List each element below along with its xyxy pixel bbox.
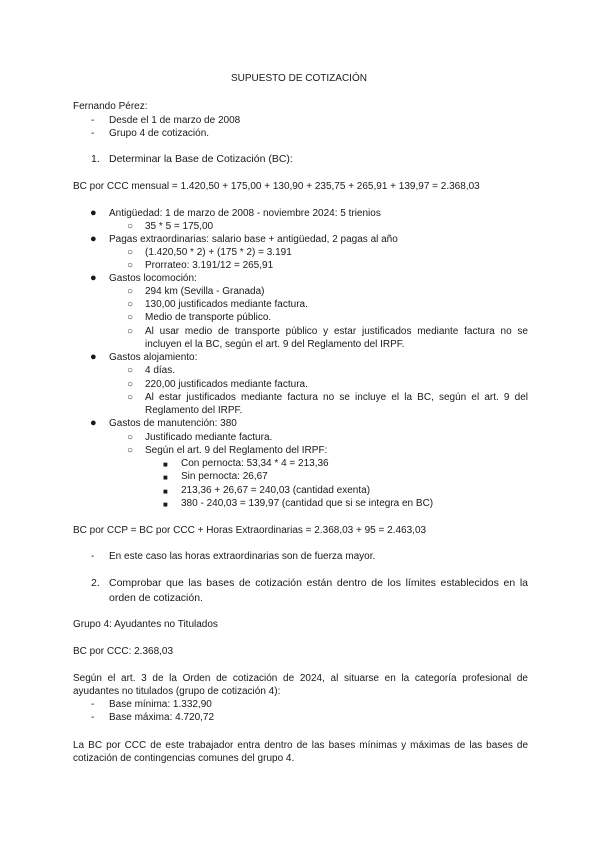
alojamiento-note-line-2: Reglamento del IRPF. xyxy=(145,405,243,416)
bullet-marker: ● xyxy=(90,417,97,429)
locomocion-justified: 130,00 justificados mediante factura. xyxy=(145,299,308,310)
bullet-marker: ● xyxy=(90,233,97,245)
circle-marker: ○ xyxy=(127,260,134,271)
locomocion-transport: Medio de transporte público. xyxy=(145,312,272,323)
circle-marker: ○ xyxy=(127,392,134,403)
square-marker: ■ xyxy=(163,460,168,469)
bullet-marker: ● xyxy=(90,351,97,363)
locomocion-label: Gastos locomoción: xyxy=(109,273,197,284)
circle-marker: ○ xyxy=(127,312,134,323)
manutencion-sin-pernocta: Sin pernocta: 26,67 xyxy=(181,471,268,482)
dash-marker: - xyxy=(91,712,95,723)
circle-marker: ○ xyxy=(127,247,134,258)
manutencion-label: Gastos de manutención: 380 xyxy=(109,418,237,429)
dash-marker: - xyxy=(91,551,95,562)
order-text-line-2: ayudantes no titulados (grupo de cotización 4): xyxy=(73,686,281,697)
antiguedad-label: Antigüedad: 1 de marzo de 2008 - noviembre 2024: 5 trienios xyxy=(109,208,381,219)
bc-ccp-formula: BC por CCP = BC por CCC + Horas Extraordinarias = 2.368,03 + 95 = 2.463,03 xyxy=(73,525,427,536)
overtime-note: En este caso las horas extraordinarias son de fuerza mayor. xyxy=(109,551,376,562)
pagas-calc: (1.420,50 * 2) + (175 * 2) = 3.191 xyxy=(145,247,292,258)
group-label: Grupo 4: Ayudantes no Titulados xyxy=(73,619,218,630)
locomocion-distance: 294 km (Sevilla - Granada) xyxy=(145,286,265,297)
section-1-number: 1. xyxy=(91,153,100,165)
square-marker: ■ xyxy=(163,487,168,496)
alojamiento-label: Gastos alojamiento: xyxy=(109,352,198,363)
bullet-marker: ● xyxy=(90,272,97,284)
circle-marker: ○ xyxy=(127,221,134,232)
dash-marker: - xyxy=(91,128,95,139)
section-2-title-line-2: orden de cotización. xyxy=(109,592,203,604)
section-2-title-line-1: Comprobar que las bases de cotización están dentro de los límites establecidos en la xyxy=(109,577,528,589)
circle-marker: ○ xyxy=(127,326,134,337)
base-maxima: Base máxima: 4.720,72 xyxy=(109,712,215,723)
circle-marker: ○ xyxy=(127,432,134,443)
manutencion-exenta: 213,36 + 26,67 = 240,03 (cantidad exenta) xyxy=(181,485,371,496)
conclusion-line-1: La BC por CCC de este trabajador entra dentro de las bases mínimas y máximas de las bases de xyxy=(73,740,528,751)
dash-marker: - xyxy=(91,699,95,710)
circle-marker: ○ xyxy=(127,365,134,376)
worker-group: Grupo 4 de cotización. xyxy=(109,128,210,139)
bc-ccc-formula: BC por CCC mensual = 1.420,50 + 175,00 + 130,90 + 235,75 + 265,91 + 139,97 = 2.368,03 xyxy=(73,181,480,192)
circle-marker: ○ xyxy=(127,299,134,310)
section-2-number: 2. xyxy=(91,577,100,589)
pagas-prorrateo: Prorrateo: 3.191/12 = 265,91 xyxy=(145,260,274,271)
base-minima: Base mínima: 1.332,90 xyxy=(109,699,212,710)
worker-name: Fernando Pérez: xyxy=(73,101,148,112)
bullet-marker: ● xyxy=(90,207,97,219)
section-1-title: Determinar la Base de Cotización (BC): xyxy=(109,153,293,165)
bc-ccc-value: BC por CCC: 2.368,03 xyxy=(73,646,174,657)
circle-marker: ○ xyxy=(127,445,134,456)
pagas-label: Pagas extraordinarias: salario base + antigüedad, 2 pagas al año xyxy=(109,234,398,245)
manutencion-justified: Justificado mediante factura. xyxy=(145,432,273,443)
conclusion-line-2: cotización de contingencias comunes del grupo 4. xyxy=(73,753,295,764)
locomocion-note-line-2: incluyen el la BC, según el art. 9 del Reglamento del IRPF. xyxy=(145,339,405,350)
square-marker: ■ xyxy=(163,473,168,482)
document-title: SUPUESTO DE COTIZACIÓN xyxy=(231,73,367,84)
alojamiento-days: 4 días. xyxy=(145,365,176,376)
alojamiento-justified: 220,00 justificados mediante factura. xyxy=(145,379,308,390)
circle-marker: ○ xyxy=(127,379,134,390)
dash-marker: - xyxy=(91,115,95,126)
antiguedad-calc: 35 * 5 = 175,00 xyxy=(145,221,214,232)
circle-marker: ○ xyxy=(127,286,134,297)
manutencion-regulation: Según el art. 9 del Reglamento del IRPF: xyxy=(145,445,328,456)
square-marker: ■ xyxy=(163,500,168,509)
locomocion-note-line-1: Al usar medio de transporte público y estar justificados mediante factura no se xyxy=(145,326,528,337)
order-text-line-1: Según el art. 3 de la Orden de cotización de 2024, al situarse en la categoría profesional de xyxy=(73,673,528,684)
manutencion-integra: 380 - 240,03 = 139,97 (cantidad que si se integra en BC) xyxy=(181,498,434,509)
worker-start-date: Desde el 1 de marzo de 2008 xyxy=(109,115,241,126)
manutencion-con-pernocta: Con pernocta: 53,34 * 4 = 213,36 xyxy=(181,458,329,469)
alojamiento-note-line-1: Al estar justificados mediante factura no se incluye el la BC, según el art. 9 del xyxy=(145,392,528,403)
